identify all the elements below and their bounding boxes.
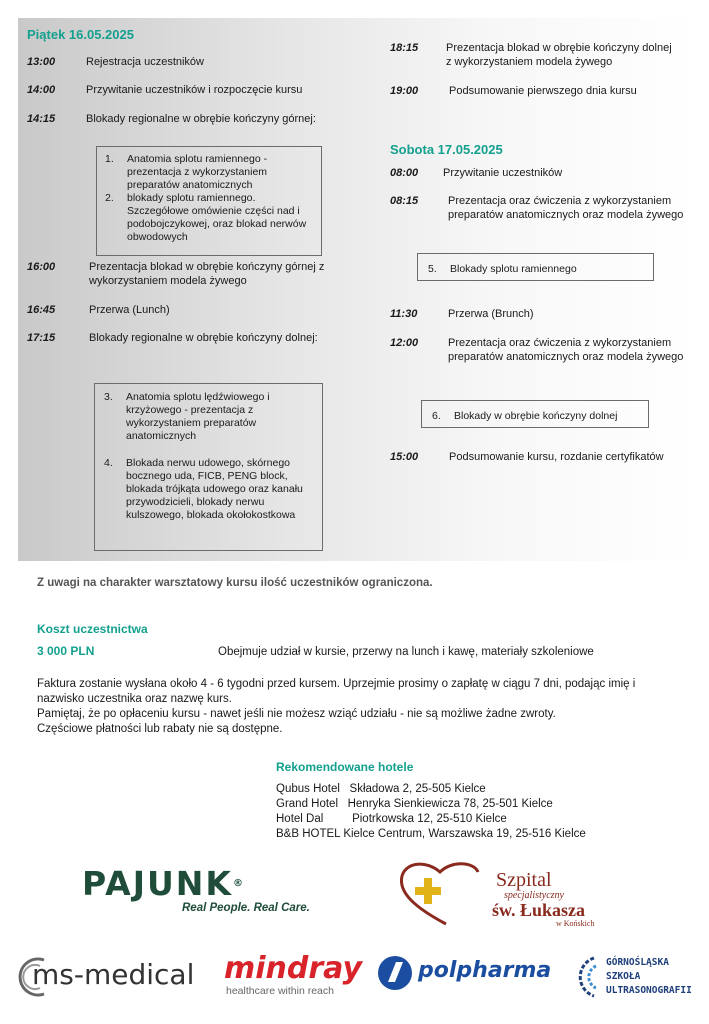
friday-heading: Piątek 16.05.2025 xyxy=(27,27,134,42)
saturday-time-3: 11:30 xyxy=(390,308,418,320)
hotel-1: Qubus Hotel Składowa 2, 25-505 Kielce xyxy=(276,783,486,795)
friday-time-4: 16:00 xyxy=(27,261,56,273)
saturday-box-6 xyxy=(421,400,649,428)
saturday-text-5: Podsumowanie kursu, rozdanie certyfikatów xyxy=(449,451,664,463)
friday-time-2: 14:00 xyxy=(27,84,56,96)
payment-info-1: Faktura zostanie wysłana około 4 - 6 tygodni przed kursem. Uprzejmie prosimy o zapłatę w ciągu 7 dni, podając imię i nazwisko uczestnika oraz nazwę kurs. xyxy=(37,678,636,705)
friday-time-6: 17:15 xyxy=(27,332,56,344)
saturday-time-4: 12:00 xyxy=(390,337,419,349)
upper-limb-topics-box xyxy=(96,146,322,256)
cost-heading: Koszt uczestnictwa xyxy=(37,622,148,636)
saturday-text-2: Prezentacja oraz ćwiczenia z wykorzystaniem preparatów anatomicznych oraz modela żywego xyxy=(448,195,684,221)
saturday-time-5: 15:00 xyxy=(390,451,419,463)
heart-cross-icon xyxy=(396,858,506,928)
friday-time-3: 14:15 xyxy=(27,113,56,125)
friday-text-4: Prezentacja blokad w obrębie kończyny górnej z wykorzystaniem modela żywego xyxy=(89,261,325,287)
pajunk-logo: PAJUNK® Real People. Real Care. xyxy=(82,864,310,914)
friday-text-1: Rejestracja uczestników xyxy=(86,56,204,68)
friday-text-8: Podsumowanie pierwszego dnia kursu xyxy=(449,85,637,97)
saturday-heading: Sobota 17.05.2025 xyxy=(390,142,503,157)
friday-text-5: Przerwa (Lunch) xyxy=(89,304,170,316)
participants-limit-notice: Z uwagi na charakter warsztatowy kursu ilość uczestników ograniczona. xyxy=(37,577,433,589)
friday-time-1: 13:00 xyxy=(27,56,56,68)
topic-item-5: 5. Blokady splotu ramiennego xyxy=(428,263,577,275)
price: 3 000 PLN xyxy=(37,644,95,658)
friday-time-8: 19:00 xyxy=(390,85,419,97)
szpital-logo: Szpital specjalistyczny św. Łukasza w Końskich xyxy=(396,858,626,928)
friday-text-2: Przywitanie uczestników i rozpoczęcie kursu xyxy=(86,84,303,96)
friday-time-7: 18:15 xyxy=(390,42,419,54)
saturday-time-2: 08:15 xyxy=(390,195,419,207)
hotel-4: B&B HOTEL Kielce Centrum, Warszawska 19, 25-516 Kielce xyxy=(276,828,586,840)
price-includes: Obejmuje udział w kursie, przerwy na lunch i kawę, materiały szkoleniowe xyxy=(218,646,594,658)
hotel-2: Grand Hotel Henryka Sienkiewicza 78, 25-501 Kielce xyxy=(276,798,553,810)
saturday-text-1: Przywitanie uczestników xyxy=(443,167,563,179)
friday-text-3: Blokady regionalne w obrębie kończyny górnej: xyxy=(86,113,316,125)
topic-item-4: 4. Blokada nerwu udowego, skórnego bocznego uda, FICB, PENG block, blokada trójkąta udowego oraz kanału przywodzicieli, blokady nerwu kulszowego, blokada okołokostkowa xyxy=(104,457,303,521)
ultrasound-waves-icon xyxy=(570,954,604,1000)
payment-info-2: Pamiętaj, że po opłaceniu kursu - nawet jeśli nie możesz wziąć udziału - nie są możliwe żadne zwroty. xyxy=(37,708,556,720)
saturday-box-5 xyxy=(417,253,654,281)
saturday-text-4: Prezentacja oraz ćwiczenia z wykorzystaniem preparatów anatomicznych oraz modela żywego xyxy=(448,337,684,363)
friday-text-7: Prezentacja blokad w obrębie kończyny dolnej z wykorzystaniem modela żywego xyxy=(446,42,672,68)
topic-item-2: 2. blokady splotu ramiennego. Szczegółowe omówienie części nad i podobojczykowej, oraz blokad nerwów obwodowych xyxy=(105,192,307,243)
friday-text-6: Blokady regionalne w obrębie kończyny dolnej: xyxy=(89,332,318,344)
payment-info-3: Częściowe płatności lub rabaty nie są dostępne. xyxy=(37,723,283,735)
hotel-3: Hotel Dal Piotrkowska 12, 25-510 Kielce xyxy=(276,813,507,825)
saturday-time-1: 08:00 xyxy=(390,167,419,179)
saturday-text-3: Przerwa (Brunch) xyxy=(448,308,534,320)
hotels-heading: Rekomendowane hotele xyxy=(276,760,414,774)
mindray-logo: mindray healthcare within reach xyxy=(224,951,363,997)
topic-item-6: 6. Blokady w obrębie kończyny dolnej xyxy=(432,410,618,422)
friday-time-5: 16:45 xyxy=(27,304,56,316)
polpharma-mark-icon xyxy=(376,954,414,992)
lower-limb-topics-box xyxy=(94,383,323,551)
topic-item-3: 3. Anatomia splotu lędźwiowego i krzyżowego - prezentacja z wykorzystaniem preparatów anatomicznych xyxy=(104,391,270,442)
topic-item-1: 1. Anatomia splotu ramiennego - prezentacja z wykorzystaniem preparatów anatomicznych xyxy=(105,153,268,191)
